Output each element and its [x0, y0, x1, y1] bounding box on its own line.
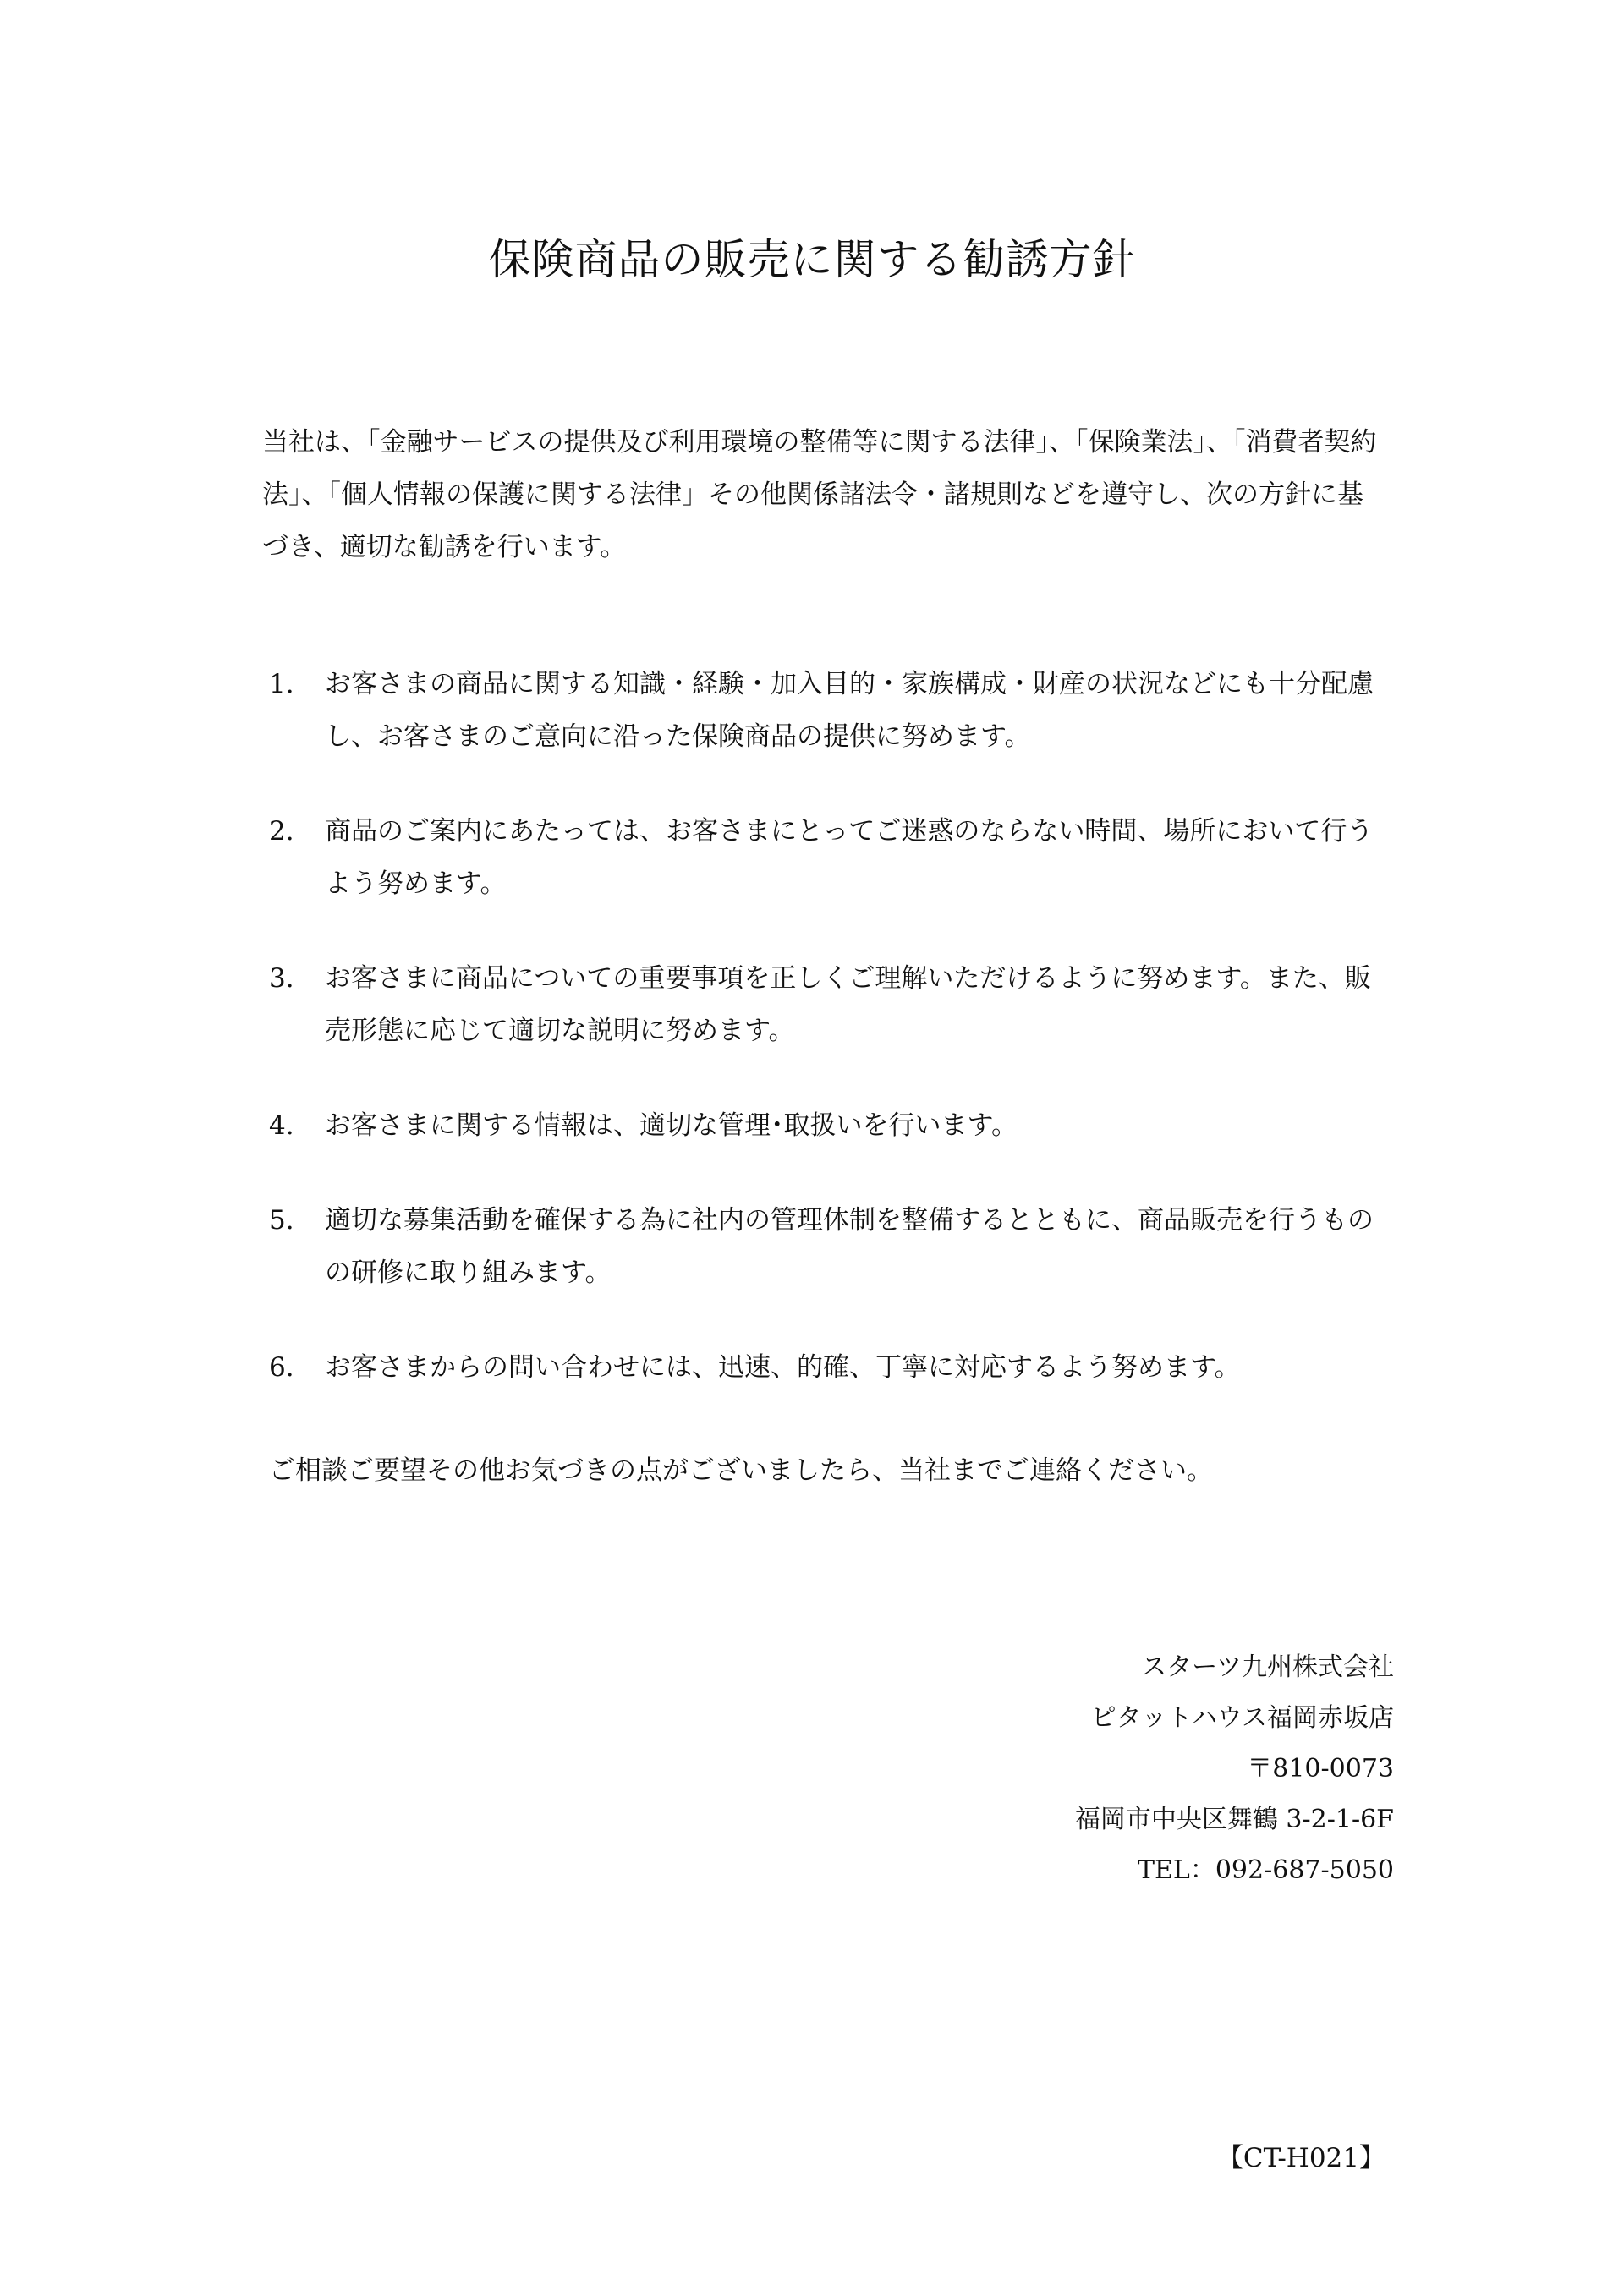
policy-number: 3.	[269, 963, 294, 994]
policy-item-4	[269, 1099, 1394, 1152]
address: 福岡市中央区舞鶴 3-2-1-6F	[1074, 1805, 1394, 1834]
policy-text: お客さまからの問い合わせには、迅速、的確、丁寧に対応するよう努めます。	[325, 1352, 1241, 1383]
company-name: スターツ九州株式会社	[1141, 1652, 1394, 1682]
policy-item-2	[269, 805, 1394, 910]
policy-list	[269, 658, 1394, 1436]
policy-number: 1.	[269, 669, 294, 699]
policy-text: 適切な募集活動を確保する為に社内の管理体制を整備するとともに、商品販売を行うものの研修に取り組みます。	[325, 1205, 1374, 1288]
postal-code: 〒810-0073	[1247, 1754, 1394, 1784]
policy-text: 商品のご案内にあたっては、お客さまにとってご迷惑のならない時間、場所において行うよう努めます。	[325, 816, 1374, 899]
policy-item-1	[269, 658, 1394, 763]
policy-number: 6.	[269, 1352, 294, 1383]
policy-text: お客さまに商品についての重要事項を正しくご理解いただけるように努めます。また、販売形態に応じて適切な説明に努めます。	[325, 963, 1371, 1046]
policy-number: 5.	[269, 1205, 294, 1236]
telephone: TEL：092-687-5050	[1138, 1855, 1394, 1885]
policy-number: 4.	[269, 1110, 294, 1141]
closing-paragraph: ご相談ご要望その他お気づきの点がございましたら、当社までご連絡ください。	[269, 1455, 1213, 1486]
policy-item-5	[269, 1194, 1394, 1299]
policy-text: お客さまに関する情報は、適切な管理･取扱いを行います。	[325, 1110, 1018, 1141]
policy-item-6	[269, 1341, 1394, 1394]
store-name: ピタットハウス福岡赤坂店	[1090, 1703, 1394, 1733]
document-code: 【CT-H021】	[1216, 2143, 1385, 2173]
policy-item-3	[269, 952, 1394, 1057]
company-info	[1075, 1642, 1394, 1896]
page-title: 保険商品の販売に関する勧誘方針	[488, 235, 1136, 284]
policy-text: お客さまの商品に関する知識・経験・加入目的・家族構成・財産の状況などにも十分配慮し、お客さまのご意向に沿った保険商品の提供に努めます。	[325, 669, 1374, 752]
policy-number: 2.	[269, 816, 294, 847]
intro-paragraph: 当社は、「金融サービスの提供及び利用環境の整備等に関する法律」、「保険業法」、「消費者契約法」、「個人情報の保護に関する法律」その他関係諸法令・諸規則などを遵守し、次の方針に基づき、適切な勧誘を行います。	[262, 427, 1377, 562]
